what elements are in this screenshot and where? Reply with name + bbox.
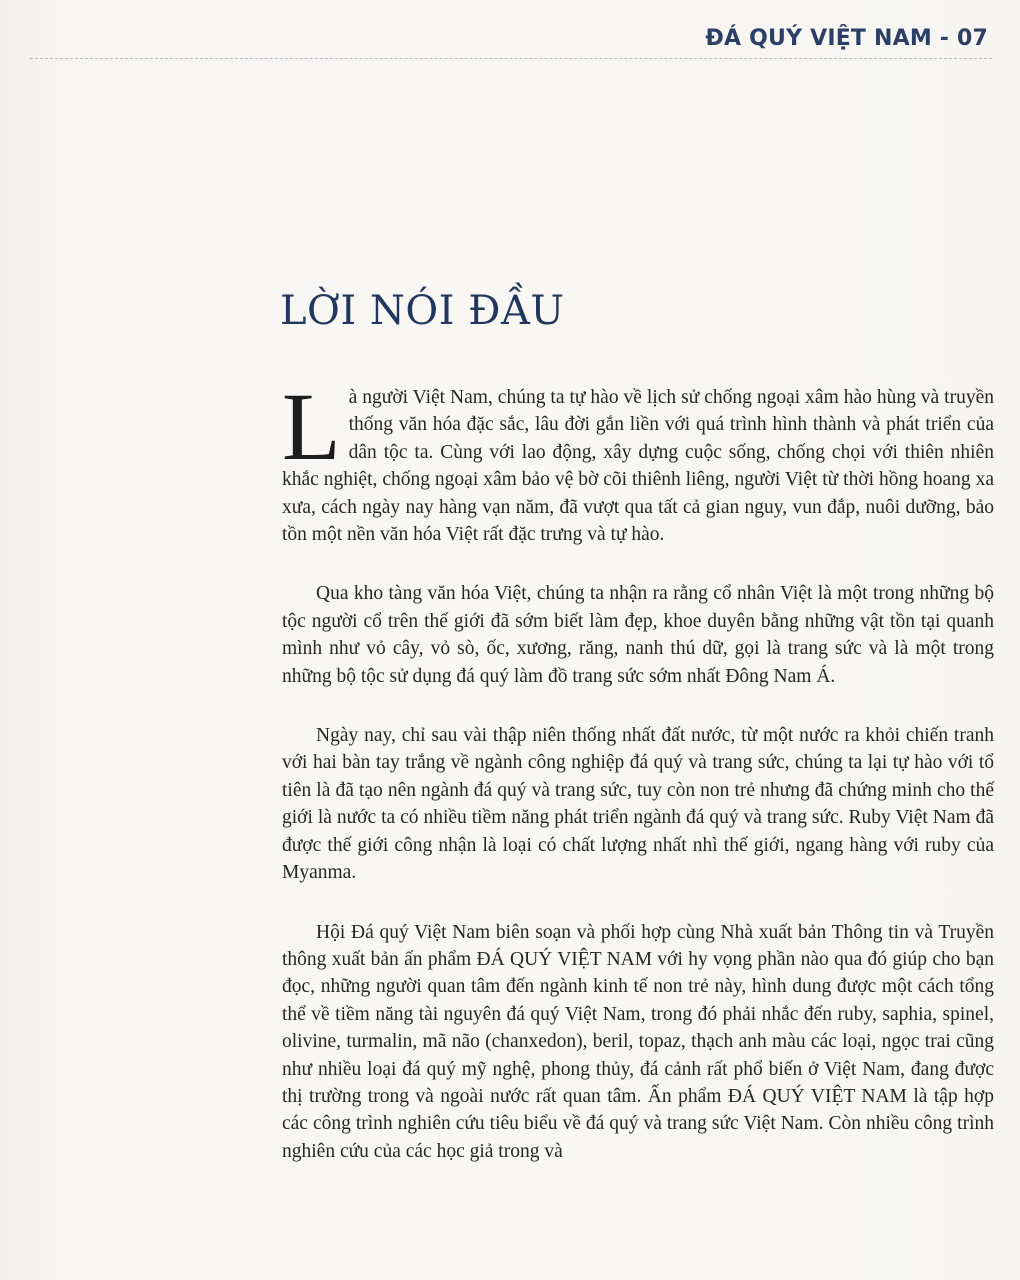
paragraph-1-text: à người Việt Nam, chúng ta tự hào về lịch sử chống ngoại xâm hào hùng và truyền thống văn hóa đặc sắc, lâu đời gắn liền với quá trình hình thành và phát triển của dân tộc ta. Cùng với lao động, xây dựng cuộc sống, chống chọi với thiên nhiên khắc nghiệt, chống ngoại xâm bảo vệ bờ cõi thiênh liêng, người Việt từ thời hồng hoang xa xưa, cách ngày nay hàng vạn năm, đã vượt qua tất cả gian nguy, vun đắp, nuôi dưỡng, bảo tồn một nền văn hóa Việt rất đặc trưng và tự hào.: [282, 387, 994, 546]
header-divider: [30, 58, 992, 59]
page-title: LỜI NÓI ĐẦU: [280, 288, 565, 334]
drop-cap: L: [282, 373, 341, 480]
running-header: ĐÁ QUÝ VIỆT NAM - 07: [705, 26, 988, 51]
body-text: [282, 373, 994, 1197]
paragraph-4: Hội Đá quý Việt Nam biên soạn và phối hợp cùng Nhà xuất bản Thông tin và Truyền thông xuất bản ấn phẩm ĐÁ QUÝ VIỆT NAM với hy vọng phần nào qua đó giúp cho bạn đọc, những người quan tâm đến ngành kinh tế non trẻ này, hình dung được một cách tổng thể về tiềm năng tài nguyên đá quý Việt Nam, trong đó phải nhắc đến ruby, saphia, spinel, olivine, turmalin, mã não (chanxedon), beril, topaz, thạch anh màu các loại, ngọc trai cũng như nhiều loại đá quý mỹ nghệ, phong thủy, đá cảnh rất phổ biến ở Việt Nam, đang được thị trường trong và ngoài nước rất quan tâm. Ấn phẩm ĐÁ QUÝ VIỆT NAM là tập hợp các công trình nghiên cứu tiêu biểu về đá quý và trang sức Việt Nam. Còn nhiều công trình nghiên cứu của các học giả trong và: [282, 921, 994, 1162]
paragraph-3: Ngày nay, chỉ sau vài thập niên thống nhất đất nước, từ một nước ra khỏi chiến tranh với hai bàn tay trắng về ngành công nghiệp đá quý và trang sức, chúng ta lại tự hào với tổ tiên là đã tạo nên ngành đá quý và trang sức, tuy còn non trẻ nhưng đã chứng minh cho thế giới là nước ta có nhiều tiềm năng phát triển ngành đá quý và trang sức. Ruby Việt Nam đã được thế giới công nhận là loại có chất lượng nhất nhì thế giới, ngang hàng với ruby của Myanma.: [282, 725, 994, 884]
paragraph-1: [282, 373, 994, 548]
paragraph-2: Qua kho tàng văn hóa Việt, chúng ta nhận ra rằng cổ nhân Việt là một trong những bộ tộc người cổ trên thế giới đã sớm biết làm đẹp, khoe duyên bằng những vật tồn tại quanh mình như vỏ cây, vỏ sò, ốc, xương, răng, nanh thú dữ, gọi là trang sức và là một trong những bộ tộc sử dụng đá quý làm đồ trang sức sớm nhất Đông Nam Á.: [282, 583, 994, 687]
